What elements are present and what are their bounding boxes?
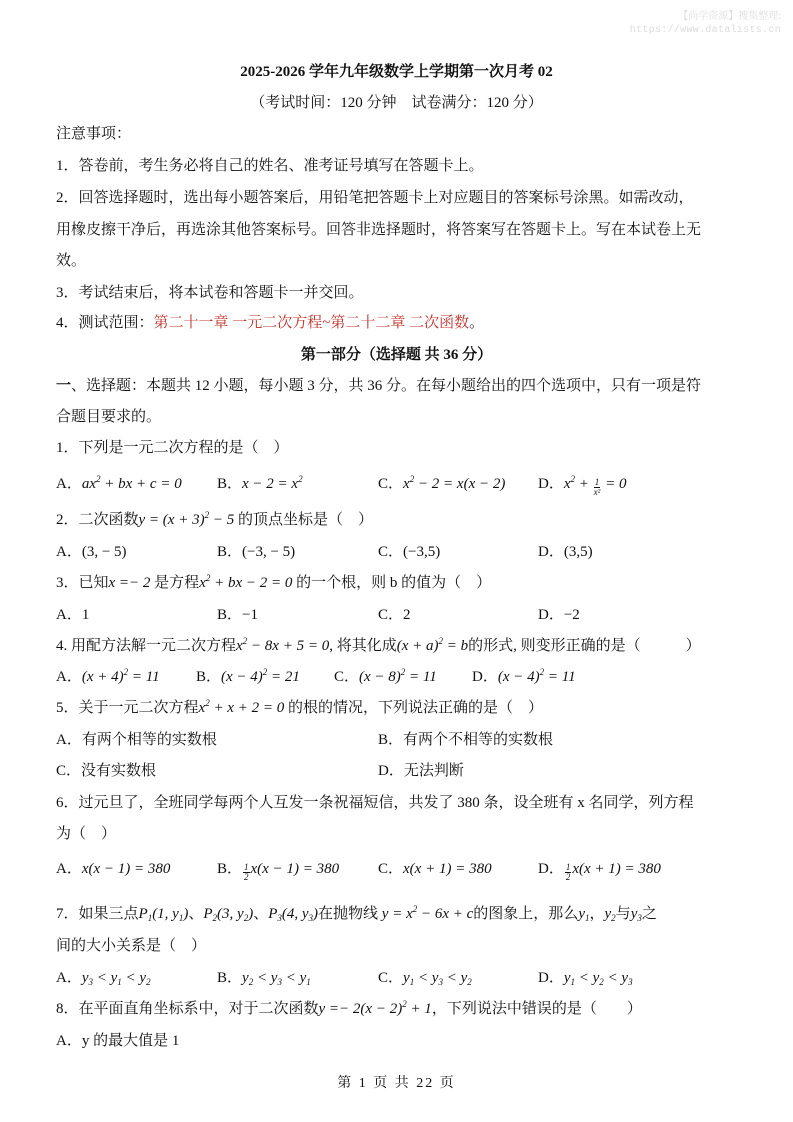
section-title: 第一部分（选择题 共 36 分） [300, 347, 493, 363]
note-item-4-suffix: 。 [469, 315, 485, 331]
q6-option-b: B． $\frac{1}{2}$ x(x − 1) = 380 [217, 861, 340, 882]
q3-stem: 3．已知x =− 2 是方程$x^2$ + bx − 2 = 0 的一个根，则 b 的值为（ ） [56, 573, 492, 591]
q4-stem: 4. 用配方法解一元二次方程$x^2 - 8x + 5 = 0$, 将其化成$(x + a)^2 = b$的形式, 则变形正确的是（ ） [56, 636, 701, 654]
q3-option-b: B．−1 [217, 607, 258, 623]
note-item-2-line3: 效。 [56, 253, 87, 269]
note-item-4 [56, 313, 484, 333]
q6-stem-line2: 为（ ） [56, 826, 117, 842]
q2-option-b: B．(−3, − 5) [217, 544, 296, 560]
q6-option-d: D． $\frac{1}{2}$ x(x + 1) = 380 [538, 861, 661, 882]
notes-heading: 注意事项： [56, 126, 132, 142]
q2-option-c: C．(−3,5) [378, 544, 441, 560]
exam-subtitle: （考试时间：120 分钟 试卷满分：120 分） [250, 95, 543, 111]
q7-option-c: C．$y_1 < y_3 < y_2$ [378, 970, 472, 987]
q4-option-c: C．$(x - 8)^2 = 11$ [334, 667, 437, 685]
note-item-1: 1．答卷前，考生务必将自己的姓名、准考证号填写在答题卡上。 [56, 158, 484, 174]
section-intro-text: 、选择题：本题共 12 小题，每小题 3 分，共 36 分。在每小题给出的四个选项中，只有一项是符 [71, 378, 702, 394]
q6-option-a: A．x(x − 1) = 380 [56, 861, 171, 877]
q7-stem-line2: 间的大小关系是（ ） [56, 938, 207, 954]
q8-stem: 8．在平面直角坐标系中，对于二次函数$y =- 2(x - 2)^2 + 1$，下列说法中错误的是（ ） [56, 999, 642, 1017]
note-item-2-line2: 用橡皮擦干净后，再选涂其他答案标号。回答非选择题时，将答案写在答题卡上。写在本试卷上无 [56, 222, 702, 238]
q7-option-b: B．$y_2 < y_3 < y_1$ [217, 970, 311, 987]
q1-option-a: A．$ax^2$ + bx + c = 0 [56, 474, 182, 492]
q1-option-b: B．$x - 2 = x^2$ [217, 474, 303, 492]
q3-option-a: A．1 [56, 607, 90, 623]
q3-option-d: D．−2 [538, 607, 580, 623]
section-intro-line2: 合题目要求的。 [56, 409, 162, 425]
section-number: 一 [56, 378, 72, 394]
q8-option-a: A．y 的最大值是 1 [56, 1033, 180, 1049]
q2-option-d: D．(3,5) [538, 544, 593, 560]
q5-option-c: C．没有实数根 [56, 763, 157, 779]
q6-stem-line1: 6．过元旦了，全班同学每两个人互发一条祝福短信，共发了 380 条，设全班有 x 名同学，列方程 [56, 795, 694, 811]
q2-option-a: A．(3, − 5) [56, 544, 127, 560]
note-item-3: 3．考试结束后，将本试卷和答题卡一并交回。 [56, 285, 364, 301]
q4-option-d: D．$(x - 4)^2 = 11$ [472, 667, 576, 685]
note-item-4-prefix: 4．测试范围： [56, 315, 154, 331]
q5-option-b: B．有两个不相等的实数根 [378, 732, 554, 748]
q6-option-c: C．x(x + 1) = 380 [378, 861, 492, 877]
q1-stem: 1．下列是一元二次方程的是（ ） [56, 440, 289, 456]
q7-option-d: D．$y_1 < y_2 < y_3$ [538, 970, 633, 987]
q5-option-a: A．有两个相等的实数根 [56, 732, 217, 748]
q3-option-c: C．2 [378, 607, 411, 623]
q1-option-c: C．$x^2 - 2 = x(x - 2)$ [378, 474, 506, 492]
q7-option-a: A．$y_3 < y_1 < y_2$ [56, 970, 151, 987]
test-range: 第二十一章 一元二次方程~第二十二章 二次函数 [153, 315, 470, 331]
watermark-url: https://www.datalists.cn [629, 25, 781, 36]
exam-title: 2025-2026 学年九年级数学上学期第一次月考 02 [240, 64, 553, 80]
q4-option-b: B．$(x - 4)^2 = 21$ [196, 667, 300, 685]
note-item-2-line1: 2．回答选择题时，选出每小题答案后，用铅笔把答题卡上对应题目的答案标号涂黑。如需改动， [56, 190, 694, 206]
watermark-source: 【尚学资源】搜集整理: [678, 11, 781, 22]
page-number: 第 1 页 共 22 页 [337, 1076, 456, 1091]
section-intro-line1 [56, 376, 701, 396]
q5-option-d: D．无法判断 [378, 763, 464, 779]
watermark [630, 10, 781, 38]
q5-stem: 5．关于一元二次方程$x^2 + x + 2 = 0$ 的根的情况，下列说法正确的是（ ） [56, 698, 543, 716]
q1-option-d: D．$x^2$ + $\frac{1}{\text{x²}}$ = 0 [538, 474, 627, 497]
q4-option-a: A．$(x + 4)^2 = 11$ [56, 667, 160, 685]
q2-stem: 2．二次函数$y = (x + 3)^2 - 5$ 的顶点坐标是（ ） [56, 510, 373, 528]
q7-stem-line1: 7．如果三点$P_1(1$, $y_1$)、$P_2(3$, $y_2$)、$P_3(4$, $y_3$)在抛物线 $y = x^2 - 6x + c$的图象上，那么$y_1$，$y_2$与$y_3$之 [56, 904, 657, 923]
